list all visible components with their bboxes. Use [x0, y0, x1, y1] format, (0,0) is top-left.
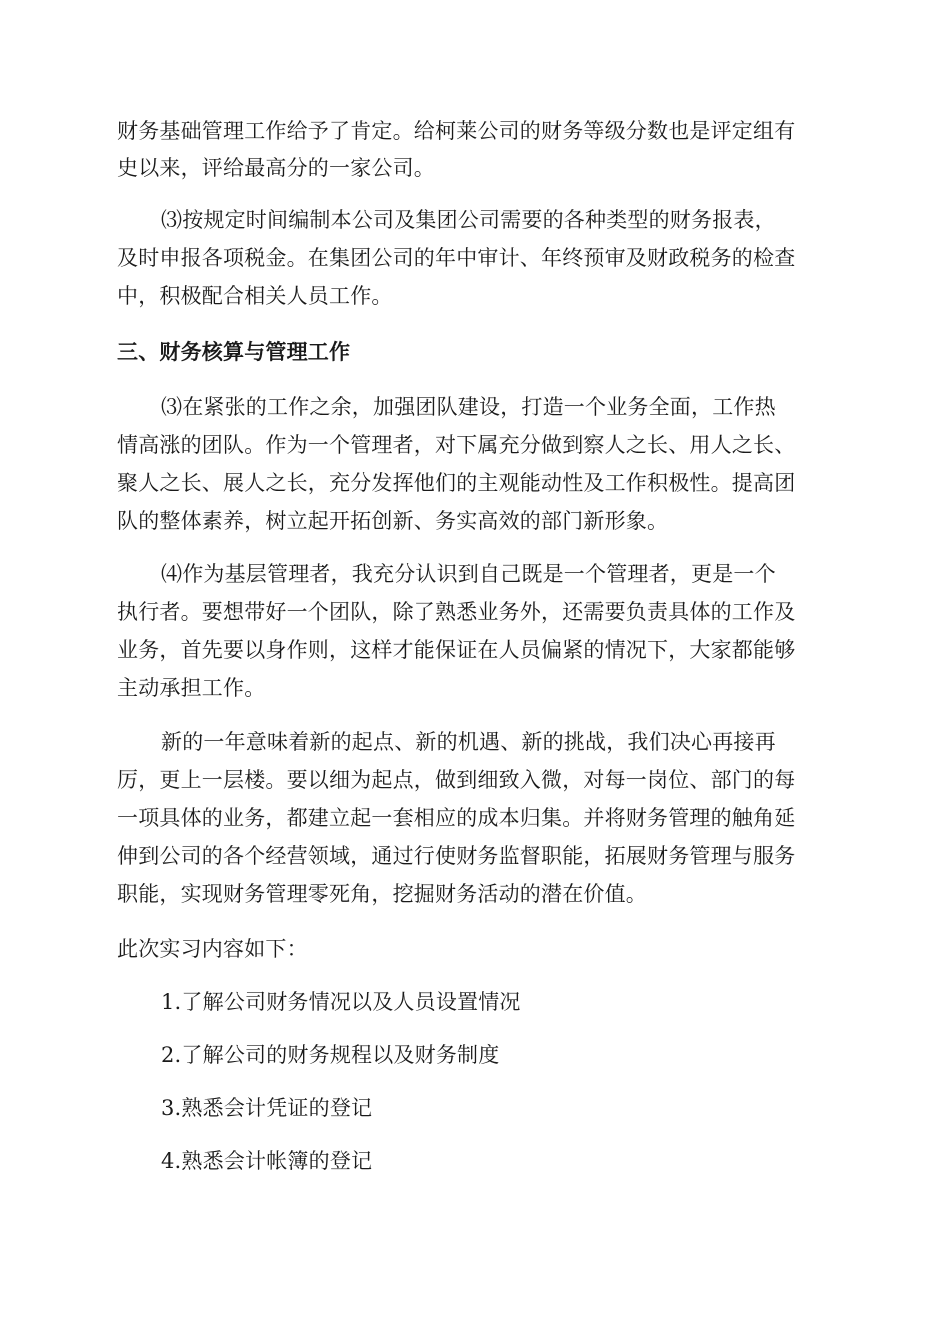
paragraph-line: ⑶按规定时间编制本公司及集团公司需要的各种类型的财务报表， [161, 208, 776, 232]
paragraph-line: 情高涨的团队。作为一个管理者，对下属充分做到察人之长、用人之长、 [117, 433, 796, 457]
paragraph-line: 史以来，评给最高分的一家公司。 [117, 156, 435, 180]
paragraph-line: 聚人之长、展人之长，充分发挥他们的主观能动性及工作积极性。提高团 [117, 471, 796, 495]
paragraph-line: 伸到公司的各个经营领域，通过行使财务监督职能，拓展财务管理与服务 [117, 844, 796, 868]
paragraph-line: 厉，更上一层楼。要以细为起点，做到细致入微，对每一岗位、部门的每 [117, 768, 796, 792]
paragraph-line: 业务，首先要以身作则，这样才能保证在人员偏紧的情况下，大家都能够 [117, 638, 796, 662]
paragraph-line: 财务基础管理工作给予了肯定。给柯莱公司的财务等级分数也是评定组有 [117, 119, 796, 143]
paragraph-line: 新的一年意味着新的起点、新的机遇、新的挑战，我们决心再接再 [161, 730, 776, 754]
paragraph-line: ⑶在紧张的工作之余，加强团队建设，打造一个业务全面，工作热 [161, 395, 776, 419]
paragraph-line: 队的整体素养，树立起开拓创新、务实高效的部门新形象。 [117, 509, 669, 533]
paragraph-line: 及时申报各项税金。在集团公司的年中审计、年终预审及财政税务的检查 [117, 246, 796, 270]
paragraph-line: 主动承担工作。 [117, 676, 266, 700]
paragraph-line: ⑷作为基层管理者，我充分认识到自己既是一个管理者，更是一个 [161, 562, 776, 586]
internship-intro: 此次实习内容如下： [117, 937, 308, 961]
list-item: 4.熟悉会计帐簿的登记 [161, 1149, 373, 1173]
paragraph-line: 中，积极配合相关人员工作。 [117, 284, 393, 308]
section-heading: 三、财务核算与管理工作 [117, 339, 351, 364]
paragraph-line: 一项具体的业务，都建立起一套相应的成本归集。并将财务管理的触角延 [117, 806, 796, 830]
list-item: 2.了解公司的财务规程以及财务制度 [161, 1043, 500, 1067]
paragraph-line: 执行者。要想带好一个团队，除了熟悉业务外，还需要负责具体的工作及 [117, 600, 796, 624]
list-item: 3.熟悉会计凭证的登记 [161, 1096, 373, 1120]
list-item: 1.了解公司财务情况以及人员设置情况 [161, 990, 521, 1014]
paragraph-line: 职能，实现财务管理零死角，挖掘财务活动的潜在价值。 [117, 882, 647, 906]
